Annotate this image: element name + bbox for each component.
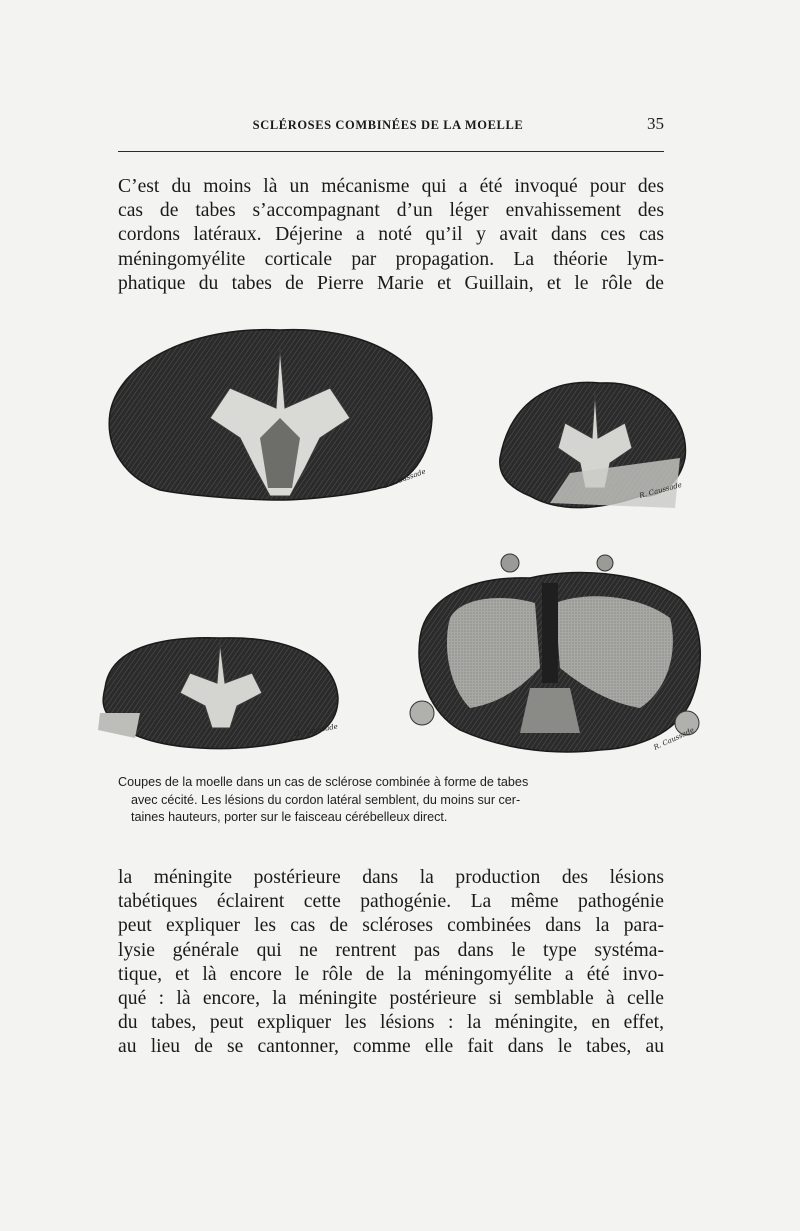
cord-section-large xyxy=(109,330,432,500)
figure-caption xyxy=(118,774,673,827)
artist-signature: R. Caussade xyxy=(382,467,427,490)
text-line: qué : là encore, la méningite postérieure si semblable à celle xyxy=(118,988,664,1010)
spinal-cord-sections-figure xyxy=(80,318,720,778)
cord-section-small-top xyxy=(500,382,686,508)
text-line: au lieu de se cantonner, comme elle fait dans le tabes, au xyxy=(118,1036,664,1058)
caption-line: avec cécité. Les lésions du cordon latéral semblent, du moins sur cer- xyxy=(131,792,521,807)
paragraph-bottom xyxy=(118,866,664,1060)
running-header xyxy=(118,114,664,140)
caption-line: taines hauteurs, porter sur le faisceau cérébelleux direct. xyxy=(131,810,448,824)
text-line: C’est du moins là un mécanisme qui a été invoqué pour des xyxy=(118,176,664,197)
text-line: du tabes, peut expliquer les lésions : la méningite, en effet, xyxy=(118,1012,664,1034)
cord-section-large-bottom xyxy=(410,554,700,752)
cord-section-small-bottom xyxy=(98,638,338,749)
artist-signature: R. Caussade xyxy=(652,726,696,752)
text-line: cordons latéraux. Déjerine a noté qu’il y avait dans ces cas xyxy=(118,224,664,246)
text-line: phatique du tabes de Pierre Marie et Guillain, et le rôle de xyxy=(118,272,664,294)
text-line: lysie générale qui ne rentrent pas dans le type systéma- xyxy=(118,939,664,961)
text-line: peut expliquer les cas de scléroses combinées dans la para- xyxy=(118,915,664,937)
header-rule xyxy=(118,151,664,152)
text-line: cas de tabes s’accompagnant d’un léger envahissement des xyxy=(118,200,664,222)
paragraph-top xyxy=(118,175,664,296)
text-line: la méningite postérieure dans la production des lésions xyxy=(118,867,664,888)
text-line: tique, et là encore le rôle de la méningomyélite a été invo- xyxy=(118,963,664,985)
page-number: 35 xyxy=(647,114,664,133)
header-title: SCLÉROSES COMBINÉES DE LA MOELLE xyxy=(252,118,524,132)
caption-line: Coupes de la moelle dans un cas de sclérose combinée à forme de tabes xyxy=(118,775,529,789)
artist-signature: R. Caussade xyxy=(293,722,339,738)
text-line: tabétiques éclairent cette pathogénie. La même pathogénie xyxy=(118,891,664,913)
artist-signature: R. Caussade xyxy=(638,480,683,500)
text-line: méningomyélite corticale par propagation. La théorie lym- xyxy=(118,248,664,270)
